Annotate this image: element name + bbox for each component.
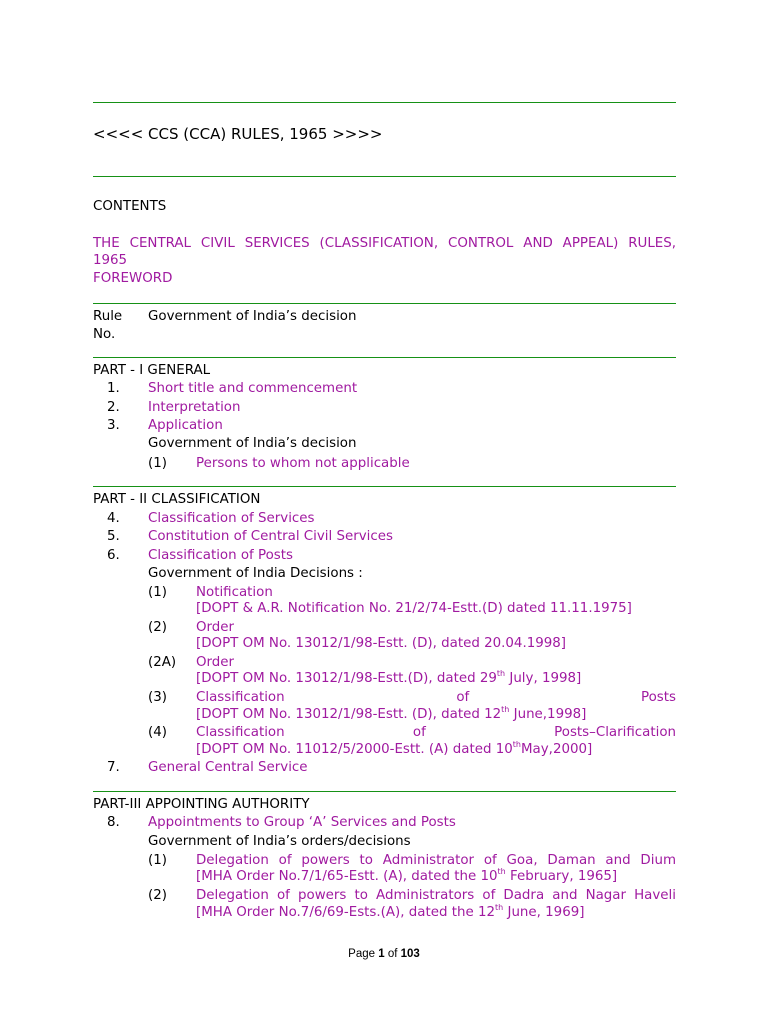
rule-no-header: Rule [93, 309, 123, 324]
rule-number: 7. [107, 760, 120, 775]
decision-link-order[interactable]: Order [196, 620, 235, 635]
decision-number: (2A) [148, 655, 177, 670]
decision-link-goa-daman-diu[interactable]: Delegation of powers to Administrator of Goa, Daman and Dium [196, 853, 676, 868]
decision-reference: [DOPT & A.R. Notification No. 21/2/74-Estt.(D) dated 11.11.1975] [196, 601, 632, 616]
decision-reference: [DOPT OM No. 13012/1/98-Estt. (D), dated 12th June,1998] [196, 704, 587, 722]
rule-number: 6. [107, 548, 120, 563]
decision-link-posts-clarification[interactable]: Classification of Posts–Clarification [196, 725, 676, 740]
rule-link-interpretation[interactable]: Interpretation [148, 400, 241, 415]
title-divider [93, 176, 676, 177]
page-footer [0, 948, 768, 960]
part2-divider [93, 791, 676, 792]
part1-heading: PART - I GENERAL [93, 363, 211, 378]
rule-link-classification-posts[interactable]: Classification of Posts [148, 548, 294, 563]
rule-link-application[interactable]: Application [148, 418, 223, 433]
decision-link-not-applicable[interactable]: Persons to whom not applicable [196, 456, 410, 471]
rule-link-short-title[interactable]: Short title and commencement [148, 381, 358, 396]
decision-reference: [MHA Order No.7/1/65-Estt. (A), dated the 10th February, 1965] [196, 866, 618, 884]
decision-link-order-2a[interactable]: Order [196, 655, 235, 670]
decision-reference: [DOPT OM No. 13012/1/98-Estt.(D), dated 29th July, 1998] [196, 668, 582, 686]
of-word: of [387, 948, 398, 960]
rules-title-line1[interactable]: THE CENTRAL CIVIL SERVICES (CLASSIFICATION, CONTROL AND APPEAL) RULES, [93, 236, 676, 251]
rule-number: 5. [107, 529, 120, 544]
decision-reference: [MHA Order No.7/6/69-Ests.(A), dated the 12th June, 1969] [196, 902, 585, 920]
rule-number: 2. [107, 400, 120, 415]
decision-number: (2) [148, 620, 167, 635]
rule-number: 4. [107, 511, 120, 526]
decision-header: Government of India’s decision [148, 309, 357, 324]
foreword-link[interactable]: FOREWORD [93, 271, 173, 286]
decision-reference: [DOPT OM No. 13012/1/98-Estt. (D), dated 20.04.1998] [196, 636, 567, 651]
decision-heading: Government of India Decisions : [148, 566, 363, 581]
decision-number: (2) [148, 888, 167, 903]
top-divider [93, 102, 676, 103]
contents-divider [93, 303, 676, 304]
decision-number: (1) [148, 585, 167, 600]
rule-number: 1. [107, 381, 120, 396]
part3-heading: PART-III APPOINTING AUTHORITY [93, 797, 310, 812]
contents-heading: CONTENTS [93, 199, 167, 214]
decision-number: (1) [148, 456, 167, 471]
decision-heading: Government of India’s orders/decisions [148, 834, 411, 849]
page-word: Page [348, 948, 376, 960]
total-pages: 103 [400, 948, 420, 960]
part2-heading: PART - II CLASSIFICATION [93, 492, 261, 507]
decision-link-classification-of-posts[interactable]: Classification of Posts [196, 690, 676, 705]
decision-number: (3) [148, 690, 167, 705]
decision-link-dadra-nagar-haveli[interactable]: Delegation of powers to Administrators of Dadra and Nagar Haveli [196, 888, 676, 903]
rule-no-header-line2: No. [93, 327, 116, 342]
rule-number: 3. [107, 418, 120, 433]
decision-number: (4) [148, 725, 167, 740]
rule-link-classification-services[interactable]: Classification of Services [148, 511, 315, 526]
part1-divider [93, 486, 676, 487]
rule-link-general-central-service[interactable]: General Central Service [148, 760, 308, 775]
rule-link-constitution[interactable]: Constitution of Central Civil Services [148, 529, 393, 544]
rule-number: 8. [107, 815, 120, 830]
rule-link-appointments-group-a[interactable]: Appointments to Group ‘A’ Services and Posts [148, 815, 456, 830]
decision-number: (1) [148, 853, 167, 868]
rules-title-line2[interactable]: 1965 [93, 253, 128, 268]
decision-reference: [DOPT OM No. 11012/5/2000-Estt. (A) dated 10thMay,2000] [196, 739, 593, 757]
decision-heading: Government of India’s decision [148, 436, 357, 451]
decision-link-notification[interactable]: Notification [196, 585, 273, 600]
header-divider [93, 357, 676, 358]
current-page: 1 [378, 948, 385, 960]
document-title: <<<< CCS (CCA) RULES, 1965 >>>> [93, 125, 383, 143]
